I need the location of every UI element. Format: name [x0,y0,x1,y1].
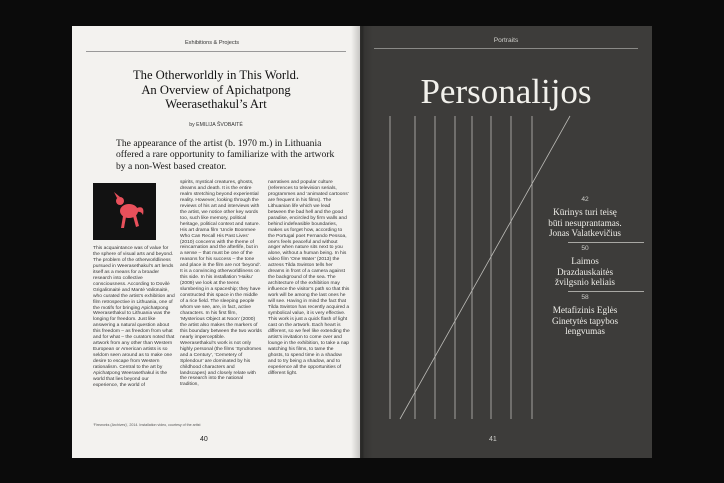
toc-page-number: 42 [581,196,589,203]
toc-line: lengvumas [565,326,605,337]
title-line: Weerasethakul’s Art [165,97,267,112]
toc-entry-title [525,256,645,288]
toc-entry-title [525,207,645,239]
toc-page-number: 58 [581,294,589,301]
title-line: An Overview of Apichatpong [141,82,291,97]
toc-line: Ginetytės tapybos [551,315,619,326]
byline: by EMILIJA ŠVOBAITĖ [189,122,243,128]
toc-divider [568,242,644,243]
page-number-left: 40 [200,436,208,443]
toc-line: Kūrinys turi teisę [553,207,617,217]
toc-page-number: 50 [581,245,589,252]
toc-line: Drazdauskaitės [556,266,614,277]
lede-paragraph: The appearance of the artist (b. 1970 m.) in Lithuania offered a rare opportunity to familiarize with the artwork by a non-West based creator. [116,138,335,172]
left-page [72,26,360,458]
photo-caption: ‘Fireworks (Archives)’, 2014. Installation video, courtesy of the artist [93,423,201,427]
toc-entry-title [525,305,645,337]
body-column-2: spirits, mystical creatures, ghosts, dreams and death. It is the entire realm stretching beyond experiential reality. However, looking through the reviews of his art and interviews with the artist, we notice other key words too, such like memory, political heritage, political context and nature. His art drama film ‘Uncle Boonmee Who Can Recall His Past Lives’ (2010) concerns with the theme of reincarnation and the afterlife, but in a sense – that must be one of the reasons for his success – the tone and place in the film are not ‘beyond’. It is a convincing otherworldliness on this side. In his installation ‘Haiku’ (2009) we look at the teens slumbering in a spaceship; they have constructed this space in the middle of a rice field. The sleeping people whom we see, are, in fact, active characters. In his first film, ‘Mysterious Object at Noon’ (2000) the artist also makes the markers of this boundary between the two worlds nearly imperceptible. Weerasethakul’s work is not only highly personal (the films ‘Syndromes and a Century’, ‘Cemetery of Splendour’ are dominated by his childhood characters and landscapes) and closely relate with the research into the national tradition, [180,180,262,388]
running-head: Exhibitions & Projects [184,40,240,46]
title-line: The Otherworldly in This World. [132,68,300,82]
red-figure-image [93,183,156,240]
body-column-3: narratives and popular culture (references to television serials, programmes and ‘animated cartoons’ are frequent in his films). The Lithuanian life which we lead between the bad hell and the good paradise, encircled by firm walls and behind indefeasible boundaries, makes us forget how, according to the Portugal poet Fernando Pessoa, one’s feels peaceful and without anger when nature sits next to you alone, without a human being. In his video film ‘One Water’ (2013) the actress Tilda Swinton tells her dreams in front of a camera against the background of the sea. The architecture of the exhibition may influence the visitor’s path so that this work will be among the last ones he will see. Having in mind the fact that Tilda Swinton has recently acquired a symbolical value, it is very effective. This work is just a quick flash of light cast on the artwork. Each heart is different, so we feel like extending the artist’s invitation to come over and lounge in the exhibition, to take a nap watching his films, to tame the ghosts, to spend time in a shadow and to try being a shadow, and to experience all the opportunities of different light. [268,180,350,376]
magazine-spread [72,26,652,458]
section-label: Portraits [493,37,519,44]
page-number-right: 41 [489,436,497,443]
article-title [92,68,340,112]
toc-line: žvilgsnio keliais [555,277,615,288]
right-page [360,26,652,458]
toc-line: Jonas Valatkevičius [548,228,622,239]
toc-divider [568,291,644,292]
artwork-photo [93,183,156,240]
toc-line: Laimos [571,256,599,266]
page-title: Personalijos [420,72,592,111]
body-column-1: This acquaintance was of value for the sphere of visual arts and beyond. The problem of the otherworldliness pursued in Weerasethakul’s art lends itself as a means for a broader research into collective consciousness. According to Dovilė Grigaliūnaitė and Mantė Valiūnaitė, who curated the artist’s exhibition and film retrospective in Lithuania, one of the motifs for bringing Apichatpong Weerasethakul to Lithuania was the longing for freedom. Just like answering a natural question about this freedom – as freedom from what and for what – the curators noted that artwork from any other than Western European or American artists is so seldom seen around as to make one desire to escape from Western rationalism. Central to the art by Apichatpong Weerasethakul is the world that lies beyond our experience, the world of [93,246,175,388]
toc-line: būti nesuprantamas. [548,217,622,228]
toc-line: Metafizinis Eglės [552,305,618,315]
header-rule [86,51,346,52]
